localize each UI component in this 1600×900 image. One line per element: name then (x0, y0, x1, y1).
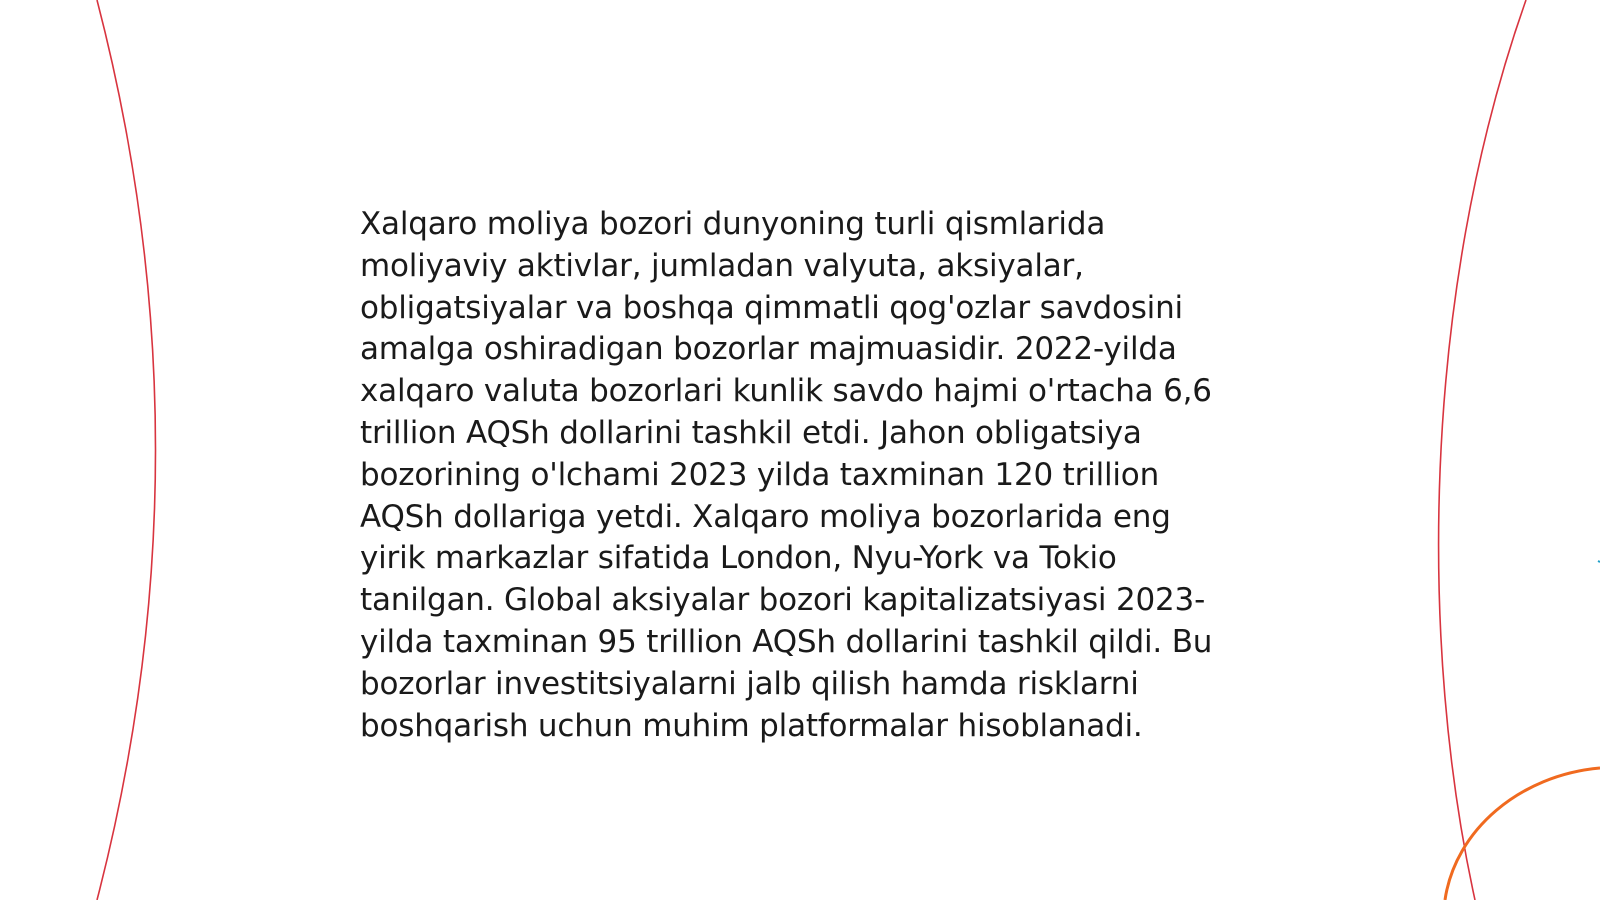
left-curve-line (97, 0, 156, 900)
orange-arc (1445, 768, 1600, 900)
right-curve-line (1439, 0, 1526, 900)
body-paragraph: Xalqaro moliya bozori dunyoning turli qismlarida moliyaviy aktivlar, jumladan valyuta, aksiyalar, obligatsiyalar va boshqa qimmatli qog'ozlar savdosini amalga oshiradigan bozorlar majmuasidir. 2022-yilda xalqaro valuta bozorlari kunlik savdo hajmi o'rtacha 6,6 trillion AQSh dollarini tashkil etdi. Jahon obligatsiya bozorining o'lchami 2023 yilda taxminan 120 trillion AQSh dollariga yetdi. Xalqaro moliya bozorlarida eng yirik markazlar sifatida London, Nyu-York va Tokio tanilgan. Global aksiyalar bozori kapitalizatsiyasi 2023-yilda taxminan 95 trillion AQSh dollarini tashkil qildi. Bu bozorlar investitsiyalarni jalb qilish hamda risklarni boshqarish uchun muhim platformalar hisoblanadi. (360, 206, 1213, 744)
